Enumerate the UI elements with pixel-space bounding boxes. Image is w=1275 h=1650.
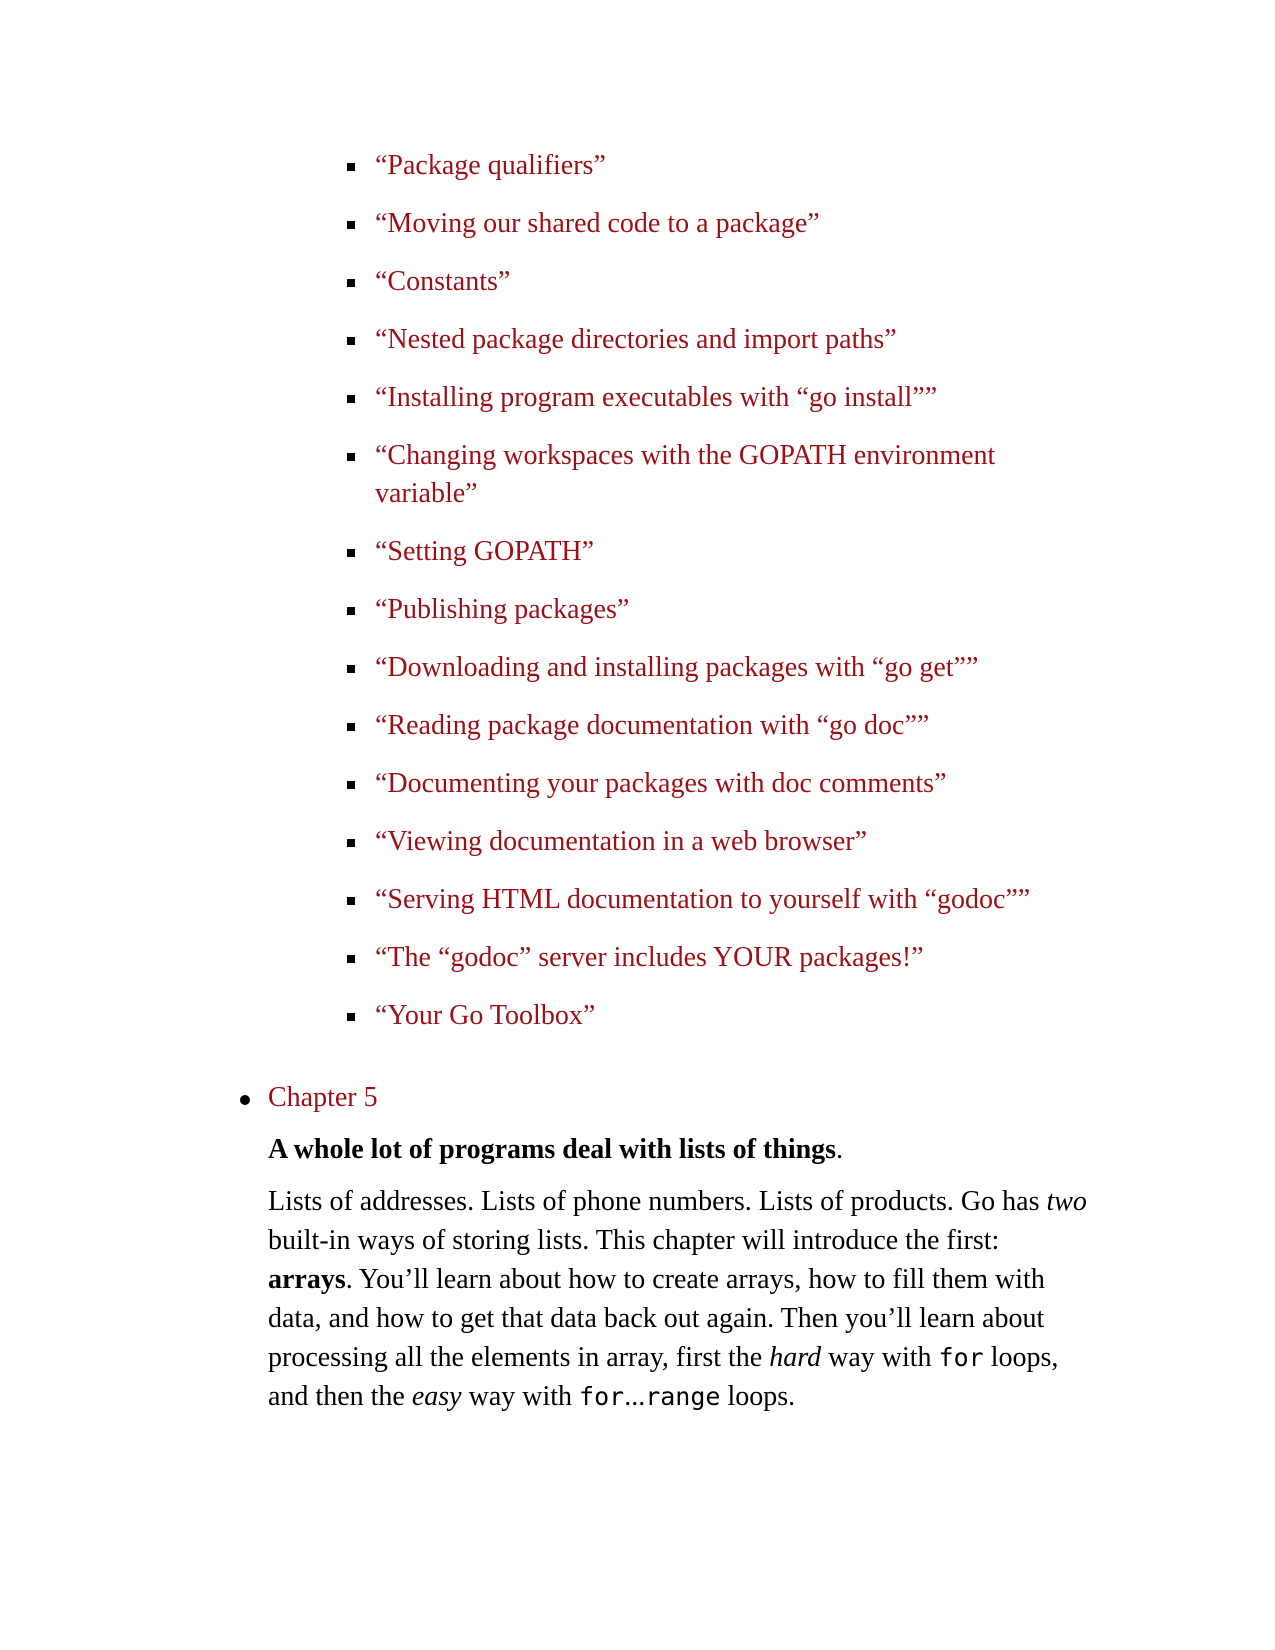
square-bullet-icon [347, 665, 355, 673]
list-item [341, 533, 1101, 571]
code-range: range [645, 1382, 721, 1411]
strong-arrays: arrays [268, 1264, 346, 1295]
text-run: loops, and then the [268, 1342, 1059, 1412]
list-item [341, 823, 1101, 861]
square-bullet-icon [347, 549, 355, 557]
toc-link-doc-comments[interactable]: “Documenting your packages with doc comments” [375, 768, 947, 799]
list-item [341, 591, 1101, 629]
text-run: built-in ways of storing lists. This chapter will introduce the first: [268, 1225, 1000, 1256]
list-item [341, 707, 1101, 745]
square-bullet-icon [347, 723, 355, 731]
toc-link-package-qualifiers[interactable]: “Package qualifiers” [375, 150, 606, 181]
toc-link-publishing-packages[interactable]: “Publishing packages” [375, 594, 630, 625]
emphasis-easy: easy [411, 1381, 462, 1412]
list-item [341, 881, 1101, 919]
text-run: ... [624, 1381, 646, 1412]
text-run: way with [821, 1342, 939, 1373]
toc-link-go-doc[interactable]: “Reading package documentation with “go doc”” [375, 710, 930, 741]
list-item [341, 379, 1101, 417]
toc-link-moving-shared-code[interactable]: “Moving our shared code to a package” [375, 208, 820, 239]
square-bullet-icon [347, 279, 355, 287]
square-bullet-icon [347, 897, 355, 905]
chapter-lead-end: . [836, 1134, 844, 1165]
toc-link-setting-gopath[interactable]: “Setting GOPATH” [375, 536, 595, 567]
list-item [341, 147, 1101, 185]
emphasis-hard: hard [769, 1342, 822, 1373]
square-bullet-icon [347, 781, 355, 789]
toc-link-serving-godoc[interactable]: “Serving HTML documentation to yourself with “godoc”” [375, 884, 1031, 915]
toc-link-godoc-server[interactable]: “The “godoc” server includes YOUR packages!” [375, 942, 924, 973]
section-link-list [341, 147, 1101, 1055]
toc-link-go-toolbox[interactable]: “Your Go Toolbox” [375, 1000, 596, 1031]
text-run: . You’ll learn about how to create arrays, how to fill them with data, and how to get that data back out again. Then you’ll learn about processing all the elements in array, first the [268, 1264, 1045, 1373]
toc-link-installing-executables[interactable]: “Installing program executables with “go install”” [375, 382, 938, 413]
code-for: for [579, 1382, 625, 1411]
text-run: Lists of addresses. Lists of phone numbers. Lists of products. Go has [268, 1186, 1047, 1217]
square-bullet-icon [347, 395, 355, 403]
square-bullet-icon [347, 839, 355, 847]
toc-link-nested-package-directories[interactable]: “Nested package directories and import paths” [375, 324, 897, 355]
list-item [341, 997, 1101, 1035]
toc-link-web-browser-docs[interactable]: “Viewing documentation in a web browser” [375, 826, 868, 857]
square-bullet-icon [347, 1013, 355, 1021]
square-bullet-icon [347, 607, 355, 615]
chapter-item [236, 1078, 1096, 1416]
square-bullet-icon [347, 955, 355, 963]
square-bullet-icon [347, 453, 355, 461]
list-item [341, 939, 1101, 977]
chapter-link[interactable]: Chapter 5 [268, 1082, 378, 1113]
chapter-description [268, 1182, 1088, 1416]
square-bullet-icon [347, 337, 355, 345]
text-run: loops. [720, 1381, 796, 1412]
chapter-lead-bold: A whole lot of programs deal with lists of things [268, 1134, 837, 1165]
chapter-lead [268, 1130, 1096, 1170]
emphasis-two: two [1046, 1186, 1087, 1217]
list-item [341, 649, 1101, 687]
list-item [341, 263, 1101, 301]
list-item [341, 205, 1101, 243]
list-item [341, 321, 1101, 359]
disc-bullet-icon [240, 1095, 250, 1105]
list-item [341, 437, 1101, 513]
text-run: way with [461, 1381, 580, 1412]
square-bullet-icon [347, 221, 355, 229]
toc-link-go-get[interactable]: “Downloading and installing packages with “go get”” [375, 652, 979, 683]
list-item [341, 765, 1101, 803]
toc-link-constants[interactable]: “Constants” [375, 266, 511, 297]
square-bullet-icon [347, 163, 355, 171]
toc-link-changing-workspaces[interactable]: “Changing workspaces with the GOPATH environment variable” [375, 440, 996, 509]
code-for: for [938, 1343, 984, 1372]
